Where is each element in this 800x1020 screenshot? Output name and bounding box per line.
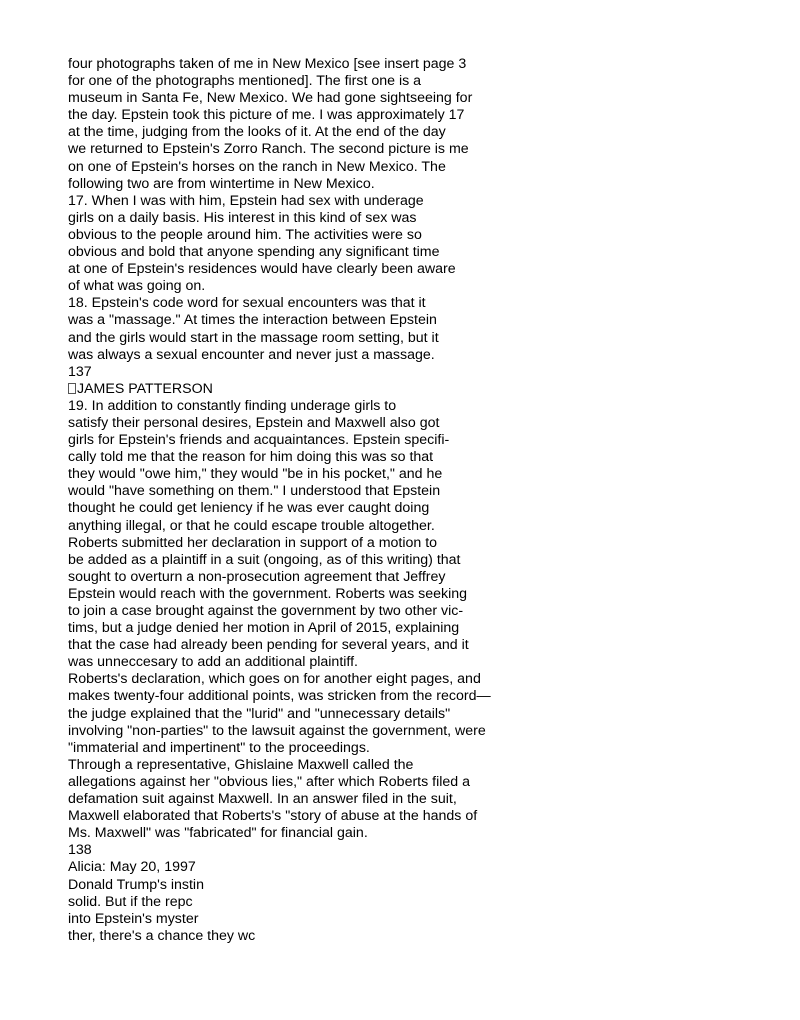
chapter-heading: Alicia: May 20, 1997: [68, 859, 196, 876]
text-line: Roberts submitted her declaration in support of a motion to: [68, 534, 438, 551]
text-line: Epstein would reach with the government. Roberts was seeking: [68, 585, 468, 602]
text-line: ther, there's a chance they wc: [68, 927, 256, 944]
text-line: Ms. Maxwell" was "fabricated" for financial gain.: [68, 825, 368, 842]
text-line: girls for Epstein's friends and acquaintances. Epstein specifi-: [68, 432, 450, 449]
text-line: was a "massage." At times the interaction between Epstein: [68, 312, 437, 329]
text-block-1: [68, 56, 768, 381]
text-line: was always a sexual encounter and never just a massage.: [68, 346, 435, 363]
text-line: that the case had already been pending for several years, and it: [68, 637, 469, 654]
text-line: Donald Trump's instin: [68, 876, 204, 893]
text-line: "immaterial and impertinent" to the proceedings.: [68, 739, 370, 756]
page-number: 138: [68, 842, 92, 859]
text-line: Maxwell elaborated that Roberts's "story of abuse at the hands of: [68, 808, 478, 825]
text-line: we returned to Epstein's Zorro Ranch. The second picture is me: [68, 141, 469, 158]
text-line: was unneccesary to add an additional plaintiff.: [68, 654, 358, 671]
text-line: the judge explained that the "lurid" and "unnecessary details": [68, 705, 451, 722]
text-line: involving "non-parties" to the lawsuit against the government, were: [68, 722, 486, 739]
text-line: allegations against her "obvious lies," after which Roberts filed a: [68, 773, 471, 790]
text-line: 17. When I was with him, Epstein had sex with underage: [68, 192, 424, 209]
text-line: defamation suit against Maxwell. In an answer filed in the suit,: [68, 791, 457, 808]
text-line: thought he could get leniency if he was ever caught doing: [68, 500, 430, 517]
text-line: four photographs taken of me in New Mexico [see insert page 3: [68, 56, 467, 72]
text-line: 19. In addition to constantly finding underage girls to: [68, 397, 397, 414]
text-line: of what was going on.: [68, 278, 206, 295]
text-line: and the girls would start in the massage room setting, but it: [68, 329, 439, 346]
text-line: the day. Epstein took this picture of me. I was approximately 17: [68, 107, 465, 124]
text-block-2: [68, 398, 768, 945]
text-line: on one of Epstein's horses on the ranch in New Mexico. The: [68, 158, 446, 175]
text-line: museum in Santa Fe, New Mexico. We had gone sightseeing for: [68, 90, 473, 107]
page-number: 137: [68, 363, 92, 380]
text-line: tims, but a judge denied her motion in April of 2015, explaining: [68, 620, 460, 637]
text-line: anything illegal, or that he could escape trouble altogether.: [68, 517, 435, 534]
document-page: [68, 56, 768, 945]
text-line: for one of the photographs mentioned]. The first one is a: [68, 73, 422, 90]
text-line: satisfy their personal desires, Epstein and Maxwell also got: [68, 414, 440, 431]
text-line: girls on a daily basis. His interest in this kind of sex was: [68, 209, 417, 226]
text-line: obvious to the people around him. The activities were so: [68, 226, 422, 243]
text-line: would "have something on them." I understood that Epstein: [68, 483, 441, 500]
text-line: at one of Epstein's residences would have clearly been aware: [68, 261, 456, 278]
text-line: makes twenty-four additional points, was stricken from the record—: [68, 688, 491, 705]
text-line: sought to overturn a non-prosecution agreement that Jeffrey: [68, 568, 446, 585]
text-line: into Epstein's myster: [68, 910, 199, 927]
text-line: solid. But if the repc: [68, 893, 193, 910]
text-line: they would "owe him," they would "be in his pocket," and he: [68, 466, 443, 483]
missing-glyph-icon: [68, 383, 76, 394]
running-header: [68, 381, 768, 398]
text-line: following two are from wintertime in New Mexico.: [68, 175, 375, 192]
text-line: cally told me that the reason for him doing this was so that: [68, 449, 434, 466]
text-line: Through a representative, Ghislaine Maxwell called the: [68, 756, 414, 773]
text-line: to join a case brought against the government by two other vic-: [68, 603, 464, 619]
text-line: obvious and bold that anyone spending any significant time: [68, 244, 440, 261]
text-line: 18. Epstein's code word for sexual encounters was that it: [68, 295, 426, 312]
text-line: be added as a plaintiff in a suit (ongoing, as of this writing) that: [68, 551, 461, 568]
text-line: Roberts's declaration, which goes on for another eight pages, and: [68, 671, 481, 688]
text-line: at the time, judging from the looks of it. At the end of the day: [68, 124, 446, 141]
running-header-text: JAMES PATTERSON: [77, 380, 213, 397]
